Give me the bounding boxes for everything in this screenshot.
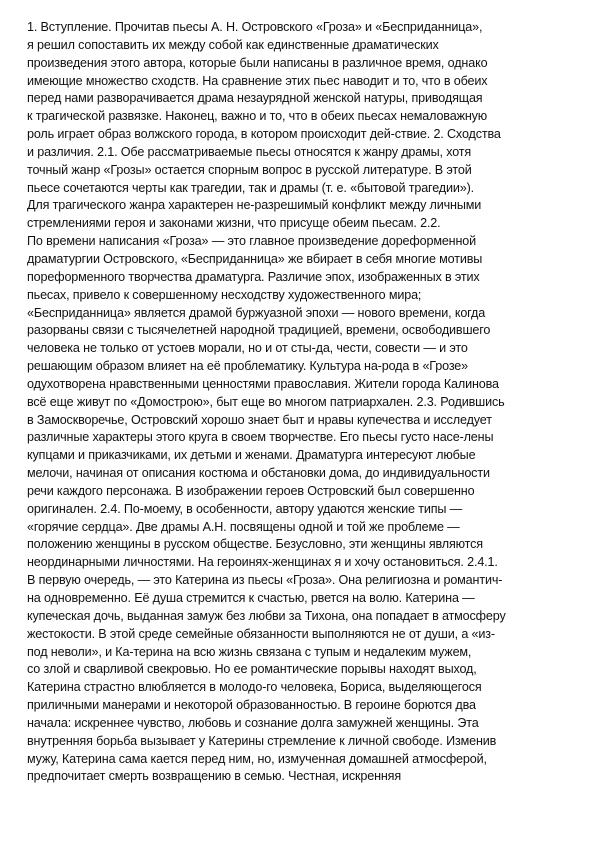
- text-line: оригинален. 2.4. По-моему, в особенности, автору удаются женские типы —: [27, 501, 463, 516]
- text-line: пореформенного творчества драматурга. Различие эпох, изображенных в этих: [27, 269, 480, 284]
- text-line: на одновременно. Её душа стремится к счастью, рвется на волю. Катерина —: [27, 591, 475, 605]
- text-line: всё еще живут по «Домострою», быт еще во многом патриархален. 2.3. Родившись: [27, 394, 505, 409]
- text-line: начала: искреннее чувство, любовь и сознание долга замужней женщины. Эта: [27, 715, 479, 730]
- text-line: Катерина страстно влюбляется в молодо-го человека, Бориса, выделяющегося: [27, 680, 482, 695]
- text-line: положению женщины в русском обществе. Безусловно, эти женщины являются: [27, 537, 483, 552]
- text-line: и различия. 2.1. Обе рассматриваемые пьесы относятся к жанру драмы, хотя: [27, 144, 472, 159]
- text-line: в Замоскворечье, Островский хорошо знает быт и нравы купечества и исследует: [27, 412, 492, 427]
- text-line: речи каждого персонажа. В изображении героев Островский был совершенно: [27, 483, 475, 498]
- text-line: произведения этого автора, которые были написаны в различное время, однако: [27, 55, 488, 70]
- text-line: Для трагического жанра характерен не-разрешимый конфликт между личными: [27, 198, 482, 213]
- text-line: неординарными личностями. На героинях-женщинах я и хочу остановиться. 2.4.1.: [27, 555, 498, 570]
- text-line: решающим образом влияет на её проблематику. Культура на-рода в «Грозе»: [27, 359, 469, 374]
- text-line: По времени написания «Гроза» — это главное произведение дореформенной: [27, 234, 477, 249]
- text-line: разорваны связи с тысячелетней народной традицией, времени, освободившего: [27, 323, 491, 338]
- text-line: приличными манерами и некоторой образованностью. В героине борются два: [27, 698, 476, 713]
- text-line: мелочи, начиная от описания костюма и обстановки дома, до индивидуальности: [27, 466, 490, 481]
- text-line: жестокости. В этой среде семейные обязанности выполняются не от души, а «из-: [27, 626, 495, 641]
- text-line: пьесах, привело к совершенному несходству художественного мира;: [27, 287, 422, 302]
- text-line: пьесе сочетаются черты как трагедии, так и драмы (т. е. «бытовой трагедии»).: [27, 180, 475, 195]
- text-line: различные характеры этого круга в своем творчестве. Его пьесы густо насе-лены: [27, 430, 494, 445]
- text-line: купцами и приказчиками, их детьми и женами. Драматурга интересуют любые: [27, 448, 476, 463]
- text-line: стремлениями героя и законами жизни, что присуще обеим пьесам. 2.2.: [27, 216, 441, 231]
- text-line: точный жанр «Грозы» остается спорным вопрос в русской литературе. В этой: [27, 162, 472, 177]
- text-line: под неволи», и Ка-терина на всю жизнь связана с тупым и недалеким мужем,: [27, 644, 472, 659]
- text-line: 1. Вступление. Прочитав пьесы А. Н. Островского «Гроза» и «Бесприданница»,: [27, 20, 483, 34]
- text-line: предпочитает смерть возвращению в семью. Честная, искренняя: [27, 769, 402, 784]
- text-line: имеющие множество сходств. На сравнение этих пьес наводит и то, что в обеих: [27, 73, 488, 88]
- text-line: В первую очередь, — это Катерина из пьесы «Гроза». Она религиозна и романтич-: [27, 573, 503, 588]
- text-line: внутренняя борьба вызывает у Катерины стремление к личной свободе. Изменив: [27, 733, 497, 748]
- text-line: человека не только от устоев морали, но и от сты-да, чести, совести — и это: [27, 341, 468, 356]
- text-line: драматургии Островского, «Бесприданница» же вбирает в себя многие мотивы: [27, 251, 483, 266]
- text-line: со злой и сварливой свекровью. Но ее романтические порывы находят выход,: [27, 662, 477, 677]
- text-line: роль играет образ волжского города, в котором происходит дей-ствие. 2. Сходства: [27, 127, 501, 142]
- essay-text: [27, 19, 587, 786]
- text-line: мужу, Катерина сама кается перед ним, но, измученная домашней атмосферой,: [27, 751, 487, 766]
- text-line: я решил сопоставить их между собой как единственные драматических: [27, 37, 439, 52]
- text-line: к трагической развязке. Наконец, важно и то, что в обеих пьесах немаловажную: [27, 109, 488, 124]
- text-line: «Бесприданница» является драмой буржуазной эпохи — нового времени, когда: [27, 305, 486, 320]
- text-line: купеческая дочь, выданная замуж без любви за Тихона, она попадает в атмосферу: [27, 608, 506, 623]
- text-line: «горячие сердца». Две драмы А.Н. посвящены одной и той же проблеме —: [27, 519, 460, 534]
- text-line: одухотворена нравственными ценностями православия. Жители города Калинова: [27, 376, 499, 391]
- text-line: перед нами разворачивается драма незаурядной женской натуры, приводящая: [27, 91, 483, 106]
